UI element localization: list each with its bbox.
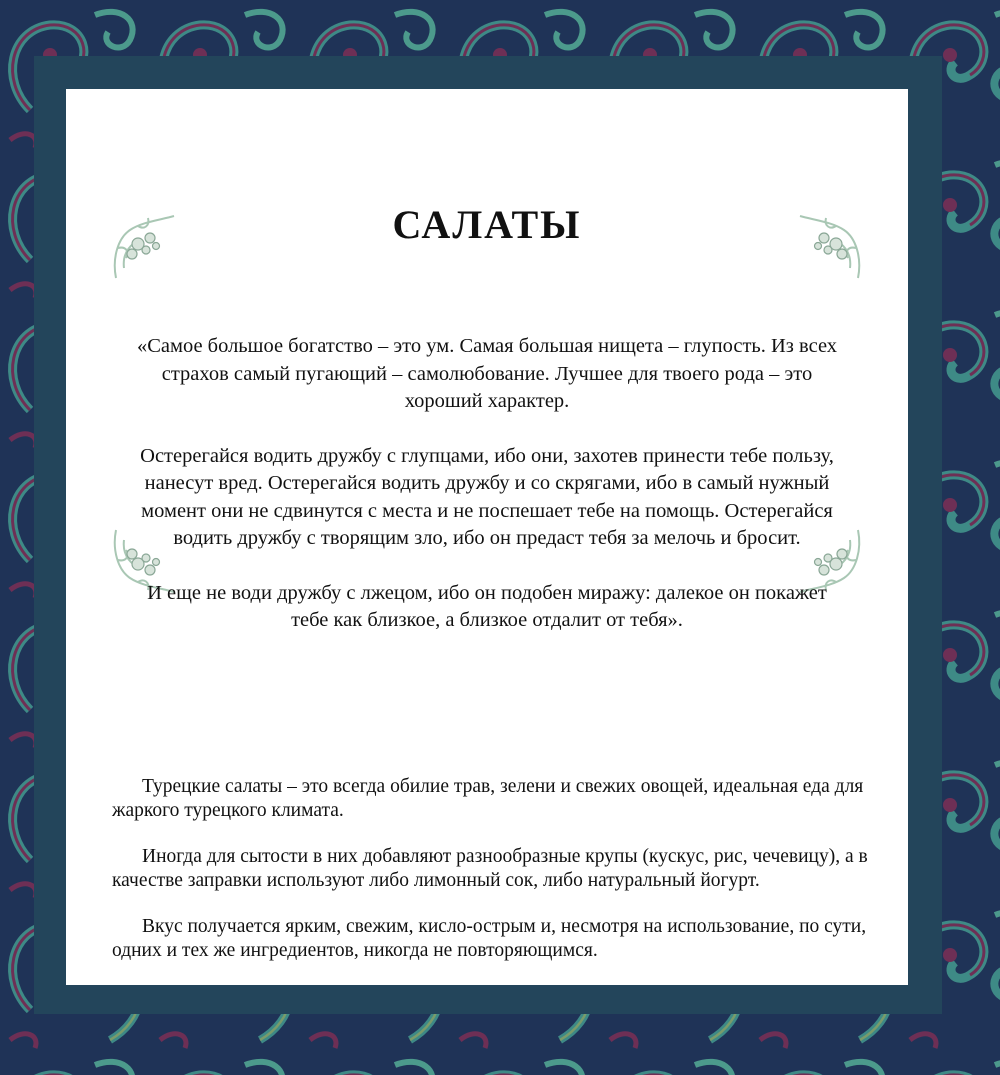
body-paragraph: Вкус получается ярким, свежим, кисло-острым и, несмотря на использование, по сути, одних и тех же ингредиентов, никогда не повторяющимся. (112, 916, 867, 961)
quote-paragraph: «Самое большое богатство – это ум. Самая большая нищета – глупость. Из всех страхов самый пугающий – самолюбование. Лучшее для твоего рода – это хороший характер. (136, 335, 838, 412)
quote-paragraph: Остерегайся водить дружбу с глупцами, ибо они, захотев принести тебе пользу, нанесут вред. Остерегайся водить дружбу и со скрягами, ибо в самый нужный момент они не сдвинутся с места и не поспешает тебе на помощь. Остерегайся водить дружбу с творящим зло, ибо он предаст тебя за мелочь и бросит. (140, 444, 834, 549)
floral-corner-ornament-icon (794, 208, 866, 286)
quote-paragraph: И еще не води дружбу с лжецом, ибо он подобен миражу: далекое он покажет тебе как близкое, а близкое отдалит от тебя». (147, 581, 827, 631)
floral-corner-ornament-icon (108, 208, 180, 286)
quote-block (136, 333, 838, 662)
page-title: САЛАТЫ (392, 202, 582, 247)
body-paragraph: Турецкие салаты – это всегда обилие трав, зелени и свежих овощей, идеальная еда для жаркого турецкого климата. (112, 776, 864, 821)
body-paragraph: Иногда для сытости в них добавляют разнообразные крупы (кускус, рис, чечевицу), а в качестве заправки используют либо лимонный сок, либо натуральный йогурт. (112, 846, 868, 891)
body-text (112, 775, 868, 985)
page-sheet (66, 89, 908, 985)
